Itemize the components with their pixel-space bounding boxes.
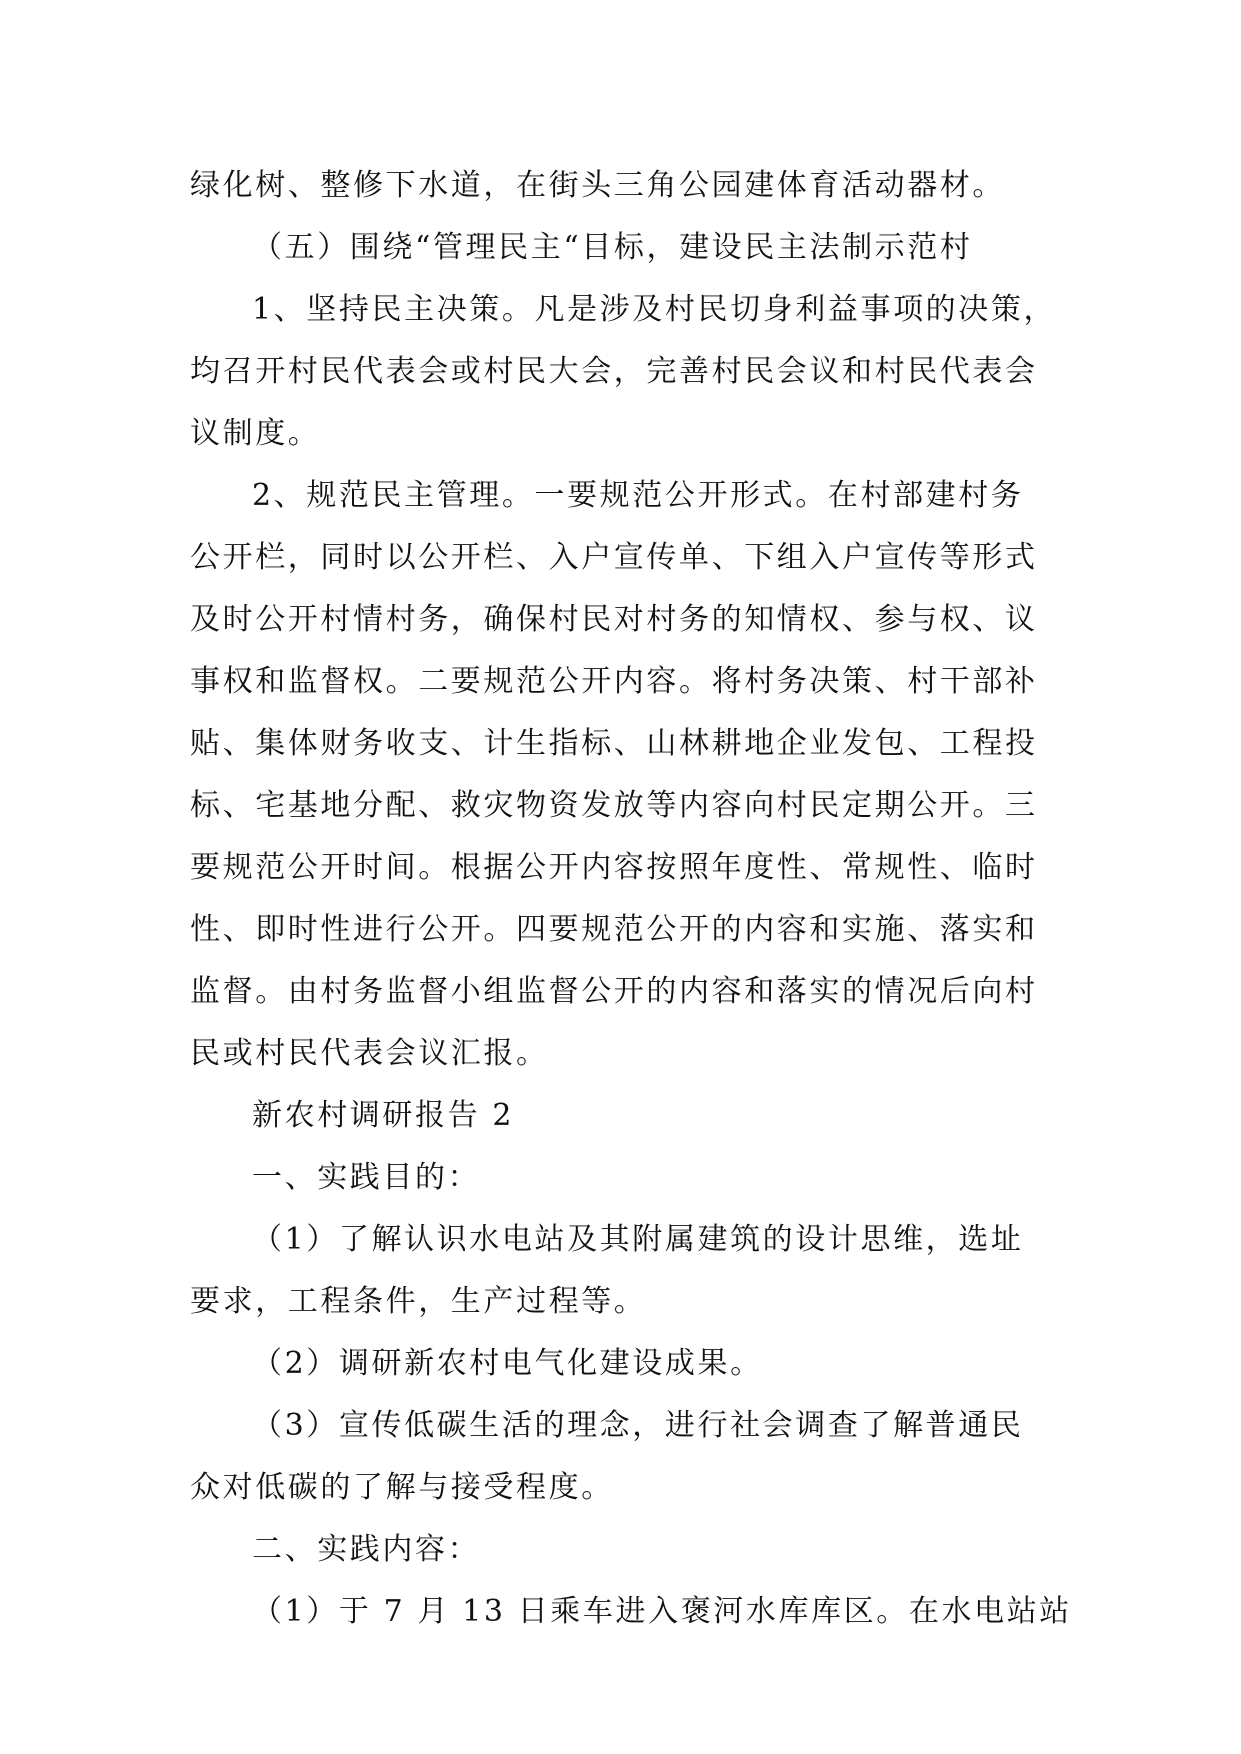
text-line: 议制度。	[190, 416, 321, 451]
text-line: 众对低碳的了解与接受程度。	[190, 1470, 614, 1505]
report-title: 新农村调研报告 2	[252, 1098, 515, 1133]
text-line: （1）于 7 月 13 日乘车进入褒河水库库区。在水电站站	[252, 1594, 1072, 1629]
text-line: （1）了解认识水电站及其附属建筑的设计思维，选址	[252, 1222, 1024, 1257]
text-line: 绿化树、整修下水道，在街头三角公园建体育活动器材。	[190, 168, 1005, 203]
text-line: 贴、集体财务收支、计生指标、山林耕地企业发包、工程投	[190, 726, 1038, 761]
section-heading-1: 一、实践目的：	[252, 1160, 481, 1195]
text-line: 均召开村民代表会或村民大会，完善村民会议和村民代表会	[190, 354, 1038, 389]
text-line: 公开栏，同时以公开栏、入户宣传单、下组入户宣传等形式	[190, 540, 1038, 575]
text-line: （2）调研新农村电气化建设成果。	[252, 1346, 763, 1381]
text-line: 性、即时性进行公开。四要规范公开的内容和实施、落实和	[190, 912, 1038, 947]
text-line: 民或村民代表会议汇报。	[190, 1036, 549, 1071]
text-line: （3）宣传低碳生活的理念，进行社会调查了解普通民	[252, 1408, 1024, 1443]
text-line: 及时公开村情村务，确保村民对村务的知情权、参与权、议	[190, 602, 1038, 637]
section-heading-5: （五）围绕“管理民主“目标，建设民主法制示范村	[252, 230, 973, 265]
document-body	[190, 155, 1072, 1643]
text-line: 要求，工程条件，生产过程等。	[190, 1284, 647, 1319]
section-heading-2: 二、实践内容：	[252, 1532, 481, 1567]
text-line: 事权和监督权。二要规范公开内容。将村务决策、村干部补	[190, 664, 1038, 699]
text-line: 监督。由村务监督小组监督公开的内容和落实的情况后向村	[190, 974, 1038, 1009]
text-line: 要规范公开时间。根据公开内容按照年度性、常规性、临时	[190, 850, 1038, 885]
text-line: 1、坚持民主决策。凡是涉及村民切身利益事项的决策，	[252, 292, 1057, 327]
text-line: 标、宅基地分配、救灾物资发放等内容向村民定期公开。三	[190, 788, 1038, 823]
text-line: 2、规范民主管理。一要规范公开形式。在村部建村务	[252, 478, 1024, 513]
